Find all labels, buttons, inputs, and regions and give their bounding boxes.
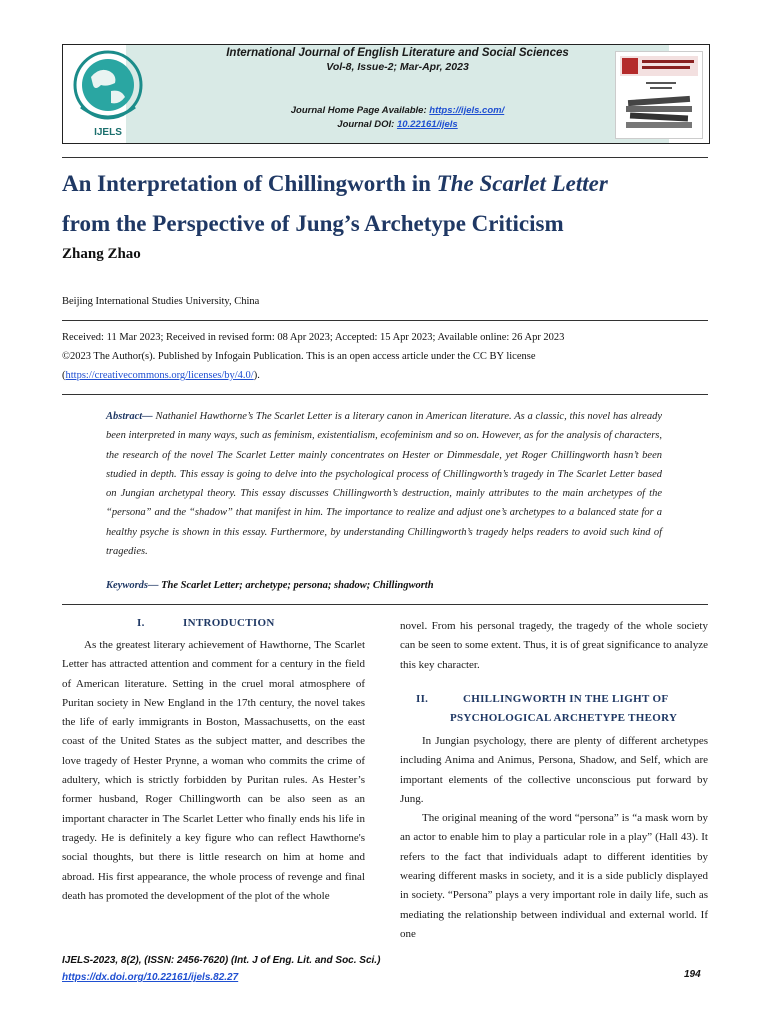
page-number: 194	[684, 969, 701, 980]
svg-text:IJELS: IJELS	[94, 127, 122, 138]
journal-doi: Journal DOI: 10.22161/ijels	[337, 119, 458, 130]
divider	[62, 394, 708, 395]
divider	[62, 320, 708, 321]
article-dates: Received: 11 Mar 2023; Received in revised form: 08 Apr 2023; Accepted: 15 Apr 2023; Available online: 26 Apr 2023	[62, 332, 565, 343]
journal-cover-image	[615, 51, 703, 139]
divider	[62, 604, 708, 605]
journal-homepage: Journal Home Page Available: https://ijels.com/	[290, 105, 505, 116]
author-name: Zhang Zhao	[62, 246, 141, 262]
copyright-line: ©2023 The Author(s). Published by Infogain Publication. This is an open access article under the CC BY license	[62, 351, 536, 362]
body-column-left	[62, 636, 365, 906]
doi-link[interactable]: 10.22161/ijels	[396, 119, 458, 130]
body-column-right-continued	[400, 732, 708, 944]
section-heading-line: CHILLINGWORTH IN THE LIGHT OF	[463, 693, 669, 705]
body-column-right	[400, 617, 708, 675]
section-number: II.	[416, 693, 429, 705]
section-number: I.	[137, 617, 145, 629]
divider	[62, 157, 708, 158]
abstract-label: Abstract—	[106, 411, 153, 422]
abstract	[106, 407, 662, 561]
paragraph: novel. From his personal tragedy, the tragedy of the whole society can be seen to some extent. Thus, it is of great significance to analyze this key character.	[400, 620, 708, 671]
affiliation: Beijing International Studies University, China	[62, 296, 260, 307]
journal-header	[62, 44, 710, 144]
paragraph: The original meaning of the word “persona” is “a mask worn by an actor to enable him to play a particular role in a play” (Hall 43). It refers to the fact that individuals adapt to different identities by wearing different masks in society, and it is a side publicly displayed in society. “Persona” plays a very important role in daily life, such as mediating the relationship between individual and external world. If one	[400, 812, 708, 940]
keywords: Keywords— The Scarlet Letter; archetype; persona; shadow; Chillingworth	[106, 580, 434, 591]
article-title: An Interpretation of Chillingworth in The Scarlet Letter from the Perspective of Jung’s Archetype Criticism	[62, 171, 608, 236]
footer-doi-link[interactable]: https://dx.doi.org/10.22161/ijels.82.27	[62, 972, 239, 983]
license-link[interactable]: https://creativecommons.org/licenses/by/4.0/	[65, 370, 254, 381]
paragraph: In Jungian psychology, there are plenty of different archetypes including Anima and Animus, Persona, Shadow, and Self, which are important elements of the collective unconscious put forward by Jung.	[400, 735, 708, 805]
abstract-text: Nathaniel Hawthorne’s The Scarlet Letter is a literary canon in American literature. As a classic, this novel has already been interpreted in many ways, such as feminism, existentialism, ecofeminism and so on. However, as for the analysis of characters, the research of the novel The Scarlet Letter mainly concentrates on Hester or Dimmesdale, yet Roger Chillingworth hasn’t been studied in depth. This essay is going to delve into the psychological process of Chillingworth’s tragedy in The Scarlet Letter based on Jungian archetypal theory. This essay discusses Chillingworth’s destruction, mainly attributes to the main archetypes of the “persona” and the “shadow” that manifest in him. The importance to realize and adjust one’s archetypes to a balanced state for a healthy psyche is shown in this essay. Furthermore, by understanding Chillingworth’s tragedy helps readers to avoid such kind of tragedies.	[106, 411, 662, 558]
section-heading-line: PSYCHOLOGICAL ARCHETYPE THEORY	[450, 712, 678, 724]
license-line: (https://creativecommons.org/licenses/by/4.0/).	[62, 370, 260, 381]
homepage-link[interactable]: https://ijels.com/	[429, 105, 505, 116]
footer	[62, 952, 380, 986]
paragraph: As the greatest literary achievement of Hawthorne, The Scarlet Letter has attracted attention and comment for a century in the field of American literature. Setting in the cruel moral atmosphere of Puritan society in New England in the 17th century, the novel takes the life of early immigrants in Boston, Massachusetts, on the east coast of the United States as the subject matter, and describes the love tragedy of Hester Prynne, a woman who commits the crime of adultery, which is strictly forbidden by Puritan rules. As Hester’s former husband, Roger Chillingworth can be also seen as an important character in The Scarlet Letter who finally ends his life in tragedy. He is definitely a key figure who can reflect Hawthorne's social thoughts, but there is little research on him at home and abroad. His first appearance, the whole process of revenge and final death has promoted the development of the plot of the whole	[62, 639, 365, 902]
journal-name: International Journal of English Literature and Social Sciences	[226, 47, 569, 59]
section-heading-introduction: INTRODUCTION	[183, 617, 275, 629]
footer-citation: IJELS-2023, 8(2), (ISSN: 2456-7620) (Int. J of Eng. Lit. and Soc. Sci.)	[62, 955, 381, 966]
journal-issue: Vol-8, Issue-2; Mar-Apr, 2023	[326, 61, 469, 73]
